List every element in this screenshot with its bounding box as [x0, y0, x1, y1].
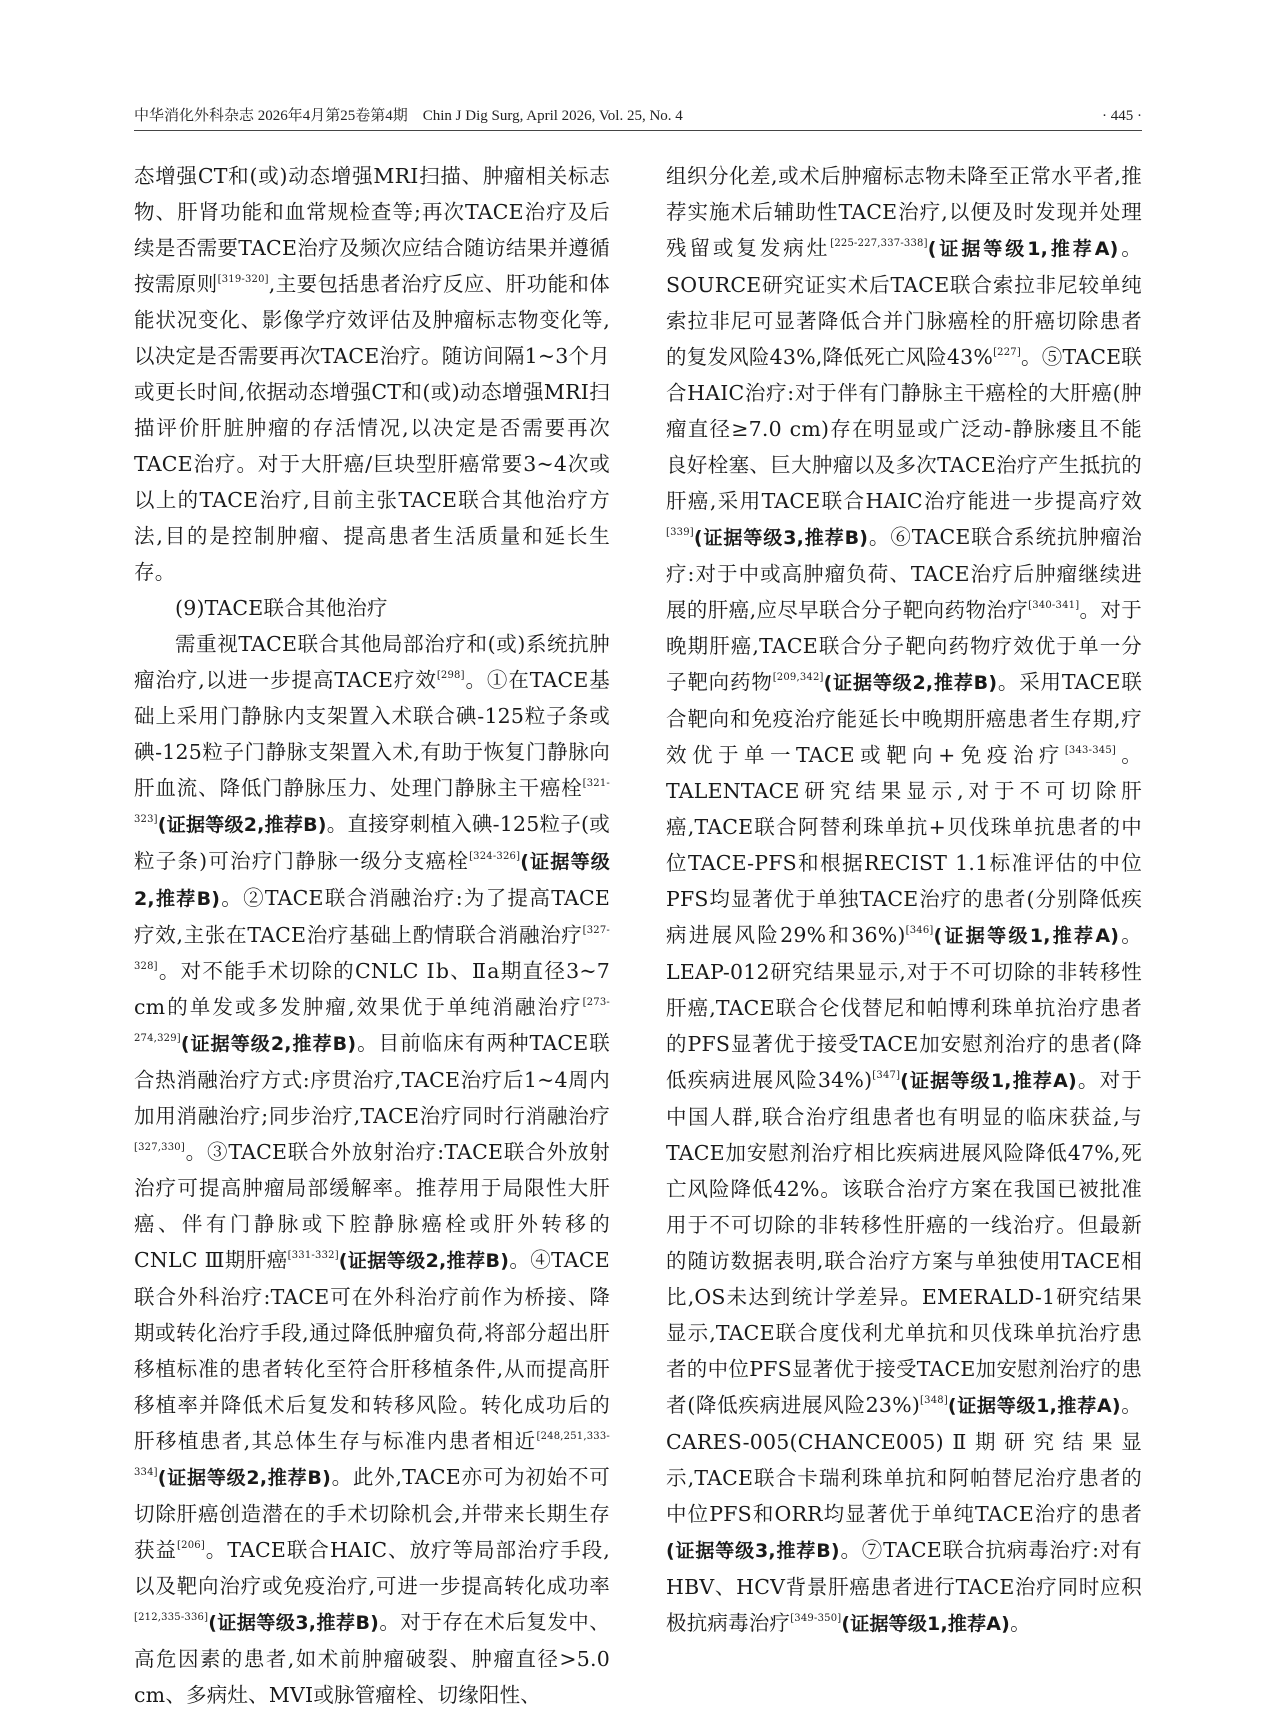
- body-text: 。⑦TACE联合抗病毒治疗:对有HBV、HCV背景肝癌患者进行TACE治疗同时应积极抗病毒治疗: [666, 1538, 1142, 1635]
- body-text: 态增强CT和(或)动态增强MRI扫描、肿瘤相关标志物、肝肾功能和血常规检查等;再次TACE治疗及后续是否需要TACE治疗及频次应结合随访结果并遵循按需原则: [134, 164, 610, 296]
- body-text: ,主要包括患者治疗反应、肝功能和体能状况变化、影像学疗效评估及肿瘤标志物变化等,以决定是否需要再次TACE治疗。随访间隔1~3个月或更长时间,依据动态增强CT和(或)动态增强MRI扫描评价肝脏肿瘤的存活情况,以决定是否需要再次TACE治疗。对于大肝癌/巨块型肝癌常要3~4次或以上的TACE治疗,目前主张TACE联合其他治疗方法,目的是控制肿瘤、提高患者生活质量和延长生存。: [134, 272, 610, 584]
- body-text: 。LEAP-012研究结果显示,对于不可切除的非转移性肝癌,TACE联合仑伐替尼和帕博利珠单抗治疗患者的PFS显著优于接受TACE加安慰剂治疗的患者(降低疾病进展风险34%): [666, 923, 1142, 1092]
- body-text: 。采用TACE联合靶向和免疫治疗能延长中晚期肝癌患者生存期,疗效优于单一TACE或靶向+免疫治疗: [666, 670, 1143, 767]
- body-text: 。目前临床有两种TACE联合热消融治疗方式:序贯治疗,TACE治疗后1~4周内加用消融治疗;同步治疗,TACE治疗同时行消融治疗: [134, 1031, 610, 1128]
- section-heading: (9)TACE联合其他治疗: [175, 596, 388, 620]
- citation-ref: [349-350]: [790, 1613, 842, 1624]
- body-text: 。对不能手术切除的CNLC Ⅰb、Ⅱa期直径3~7 cm的单发或多发肿瘤,效果优于单纯消融治疗: [134, 959, 610, 1019]
- body-text: 。直接穿刺植入碘-125粒子(或粒子条)可治疗门静脉一级分支癌栓: [134, 812, 610, 873]
- body-text: 。SOURCE研究证实术后TACE联合索拉非尼较单纯索拉非尼可显著降低合并门脉癌栓的肝癌切除患者的复发风险43%,降低死亡风险43%: [666, 236, 1142, 369]
- body-text: 组织分化差,或术后肿瘤标志物未降至正常水平者,推荐实施术后辅助性TACE治疗,以便及时发现并处理残留或复发病灶: [666, 164, 1142, 260]
- evidence-level: (证据等级3,推荐B): [693, 527, 869, 549]
- evidence-level: (证据等级2,推荐B): [338, 1250, 510, 1272]
- header-rule: [134, 130, 1142, 131]
- citation-ref: [209,342]: [772, 672, 824, 683]
- evidence-level: (证据等级2,推荐B): [157, 814, 327, 836]
- citation-ref: [347]: [872, 1070, 901, 1081]
- citation-ref: [346]: [905, 925, 934, 936]
- evidence-level: (证据等级2,推荐B): [134, 851, 610, 910]
- paragraph: [666, 158, 1142, 1642]
- body-text: 。①在TACE基础上采用门静脉内支架置入术联合碘-125粒子条或碘-125粒子门静脉支架置入术,有助于恢复门静脉向肝血流、降低门静脉压力、处理门静脉主干癌栓: [134, 668, 610, 800]
- left-column: [134, 158, 610, 1713]
- body-text: 。③TACE联合外放射治疗:TACE联合外放射治疗可提高肿瘤局部缓解率。推荐用于局限性大肝癌、伴有门静脉或下腔静脉癌栓或肝外转移的CNLC Ⅲ期肝癌: [134, 1140, 610, 1272]
- page-number: · 445 ·: [1102, 108, 1142, 124]
- citation-ref: [324-326]: [469, 851, 521, 862]
- body-text: 。此外,TACE亦可为初始不可切除肝癌创造潜在的手术切除机会,并带来长期生存获益: [134, 1465, 610, 1562]
- evidence-level: (证据等级2,推荐B): [823, 672, 998, 694]
- citation-ref: [227]: [993, 347, 1021, 358]
- evidence-level: (证据等级2,推荐B): [180, 1033, 357, 1055]
- citation-ref: [212,335-336]: [134, 1612, 209, 1623]
- evidence-level: (证据等级1,推荐A): [933, 925, 1120, 947]
- citation-ref: [340-341]: [1028, 600, 1080, 611]
- citation-ref: [298]: [436, 670, 465, 681]
- citation-ref: [319-320]: [217, 274, 269, 285]
- evidence-level: (证据等级2,推荐B): [157, 1467, 331, 1489]
- body-text: 。⑥TACE联合系统抗肿瘤治疗:对于中或高肿瘤负荷、TACE治疗后肿瘤继续进展的肝癌,应尽早联合分子靶向药物治疗: [666, 525, 1142, 622]
- citation-ref: [273-274,329]: [134, 997, 610, 1044]
- body-text: 。TALENTACE研究结果显示,对于不可切除肝癌,TACE联合阿替利珠单抗+贝伐珠单抗患者的中位TACE-PFS和根据RECIST 1.1标准评估的中位PFS均显著优于单独TACE治疗的患者(分别降低疾病进展风险29%和36%): [666, 743, 1142, 947]
- body-text: 。TACE联合HAIC、放疗等局部治疗手段,以及靶向治疗或免疫治疗,可进一步提高转化成功率: [134, 1538, 610, 1598]
- body-text: 。: [1010, 1611, 1031, 1635]
- citation-ref: [343-345]: [1064, 745, 1116, 756]
- body-text: 。对于晚期肝癌,TACE联合分子靶向药物疗效优于单一分子靶向药物: [666, 598, 1142, 694]
- body-text: 。④TACE联合外科治疗:TACE可在外科治疗前作为桥接、降期或转化治疗手段,通过降低肿瘤负荷,将部分超出肝移植标准的患者转化至符合肝移植条件,从而提高肝移植率并降低术后复发和转移风险。转化成功后的肝移植患者,其总体生存与标准内患者相近: [134, 1248, 610, 1453]
- body-text: 。⑤TACE联合HAIC治疗:对于伴有门静脉主干癌栓的大肝癌(肿瘤直径≥7.0 cm)存在明显或广泛动-静脉瘘且不能良好栓塞、巨大肿瘤以及多次TACE治疗产生抵抗的肝癌,采用TACE联合HAIC治疗能进一步提高疗效: [666, 345, 1142, 513]
- citation-ref: [339]: [666, 527, 694, 538]
- citation-ref: [248,251,333-334]: [134, 1431, 610, 1478]
- paragraph: [134, 158, 610, 590]
- citation-ref: [225-227,337-338]: [830, 238, 928, 249]
- citation-ref: [327,330]: [134, 1142, 185, 1153]
- body-text: 。对于存在术后复发中、高危因素的患者,如术前肿瘤破裂、肿瘤直径>5.0 cm、多病灶、MVI或脉管瘤栓、切缘阳性、: [134, 1610, 610, 1707]
- evidence-level: (证据等级3,推荐B): [666, 1540, 840, 1562]
- citation-ref: [331-332]: [287, 1250, 339, 1261]
- body-text: 需重视TACE联合其他局部治疗和(或)系统抗肿瘤治疗,以进一步提高TACE疗效: [134, 632, 610, 692]
- citation-ref: [348]: [920, 1395, 948, 1406]
- body-text: 。对于中国人群,联合治疗组患者也有明显的临床获益,与TACE加安慰剂治疗相比疾病进展风险降低47%,死亡风险降低42%。该联合治疗方案在我国已被批准用于不可切除的非转移性肝癌的一线治疗。但最新的随访数据表明,联合治疗方案与单独使用TACE相比,OS未达到统计学差异。EMERALD-1研究结果显示,TACE联合度伐利尤单抗和贝伐珠单抗治疗患者的中位PFS显著优于接受TACE加安慰剂治疗的患者(降低疾病进展风险23%): [666, 1068, 1142, 1417]
- paragraph: [134, 626, 610, 1713]
- body-text: 。CARES-005(CHANCE005)Ⅱ期研究结果显示,TACE联合卡瑞利珠单抗和阿帕替尼治疗患者的中位PFS和ORR均显著优于单纯TACE治疗的患者: [666, 1393, 1142, 1526]
- right-column: [666, 158, 1142, 1642]
- evidence-level: (证据等级1,推荐A): [947, 1395, 1121, 1417]
- body-text: 。②TACE联合消融治疗:为了提高TACE疗效,主张在TACE治疗基础上酌情联合消融治疗: [134, 886, 610, 947]
- citation-ref: [327-328]: [134, 925, 610, 972]
- evidence-level: (证据等级1,推荐A): [927, 238, 1119, 260]
- citation-ref: [321-323]: [134, 778, 610, 825]
- citation-ref: [206]: [177, 1540, 205, 1551]
- evidence-level: (证据等级1,推荐A): [900, 1070, 1077, 1092]
- evidence-level: (证据等级3,推荐B): [208, 1612, 380, 1634]
- journal-citation: 中华消化外科杂志 2026年4月第25卷第4期 Chin J Dig Surg, April 2026, Vol. 25, No. 4: [134, 108, 683, 124]
- running-header: [134, 104, 1142, 125]
- evidence-level: (证据等级1,推荐A): [841, 1613, 1011, 1635]
